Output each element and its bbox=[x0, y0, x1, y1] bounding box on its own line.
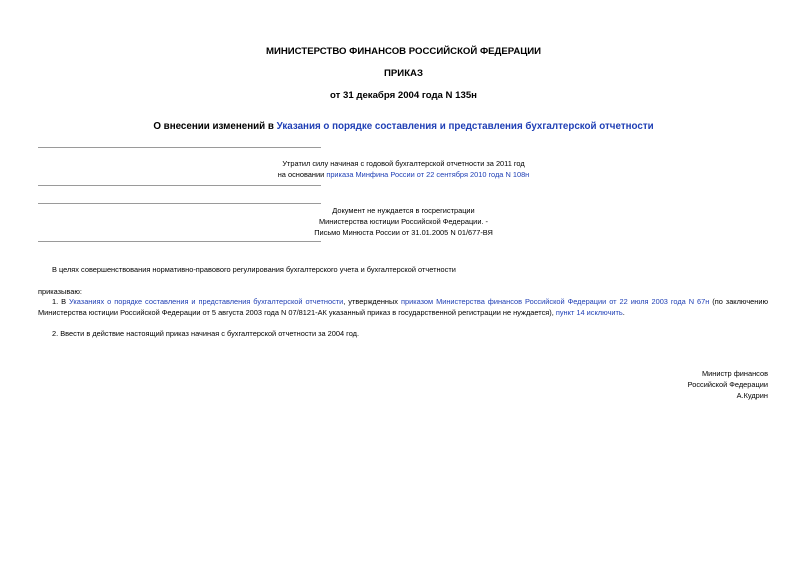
order-108n-link[interactable]: приказа Минфина России от 22 сентября 2010 года N 108н bbox=[326, 170, 530, 179]
clause-14-link[interactable]: пункт 14 исключить bbox=[555, 308, 623, 317]
signature-block bbox=[688, 368, 768, 401]
divider-top-2 bbox=[38, 203, 321, 204]
item-1-text-1: , утвержденных bbox=[343, 297, 401, 306]
signature-country: Российской Федерации bbox=[687, 380, 768, 389]
item-2-paragraph: 2. Ввести в действие настоящий приказ начиная с бухгалтерской отчетности за 2004 год. bbox=[52, 329, 360, 338]
order-67n-link[interactable]: приказом Министерства финансов Российской Федерации от 22 июля 2003 года N 67н bbox=[400, 297, 710, 306]
subject-prefix: О внесении изменений в bbox=[153, 121, 277, 132]
signature-name: А.Кудрин bbox=[736, 391, 768, 400]
item-1-paragraph bbox=[38, 296, 768, 318]
note-registration bbox=[0, 205, 807, 238]
intro-paragraph: В целях совершенствования нормативно-правового регулирования бухгалтерского учета и бухгалтерской отчетности bbox=[52, 265, 456, 274]
document-date-number: от 31 декабря 2004 года N 135н bbox=[330, 90, 477, 101]
note-registration-line3: Письмо Минюста России от 31.01.2005 N 01/677-ВЯ bbox=[314, 228, 493, 237]
subject-link[interactable]: Указания о порядке составления и представления бухгалтерской отчетности bbox=[276, 121, 654, 132]
document-type: ПРИКАЗ bbox=[384, 68, 423, 79]
note-registration-line2: Министерства юстиции Российской Федерации. - bbox=[318, 217, 489, 226]
divider-bottom-2 bbox=[38, 241, 321, 242]
item-1-text-2: (по заключению Министерства юстиции Российской Федерации от 5 августа 2003 года N 07/8121-АК указанный приказ в государственной регистрации не нуждается), bbox=[38, 297, 769, 317]
document-subject bbox=[0, 121, 807, 132]
item-1-number: 1. В bbox=[52, 297, 70, 306]
note-lost-force-line1: Утратил силу начиная с годовой бухгалтерской отчетности за 2011 год bbox=[282, 159, 525, 168]
note-lost-force bbox=[0, 158, 807, 180]
signature-position: Министр финансов bbox=[701, 369, 768, 378]
ministry-title: МИНИСТЕРСТВО ФИНАНСОВ РОССИЙСКОЙ ФЕДЕРАЦИИ bbox=[265, 46, 542, 57]
item-1-end: . bbox=[622, 308, 625, 317]
instructions-link[interactable]: Указаниях о порядке составления и представления бухгалтерской отчетности bbox=[69, 297, 344, 306]
note-lost-force-line2 bbox=[0, 169, 807, 180]
note-registration-line1: Документ не нуждается в госрегистрации bbox=[332, 206, 475, 215]
divider-top-1 bbox=[38, 147, 321, 148]
order-word: приказываю: bbox=[38, 287, 82, 296]
divider-bottom-1 bbox=[38, 185, 321, 186]
note-lost-force-prefix: на основании bbox=[277, 170, 327, 179]
